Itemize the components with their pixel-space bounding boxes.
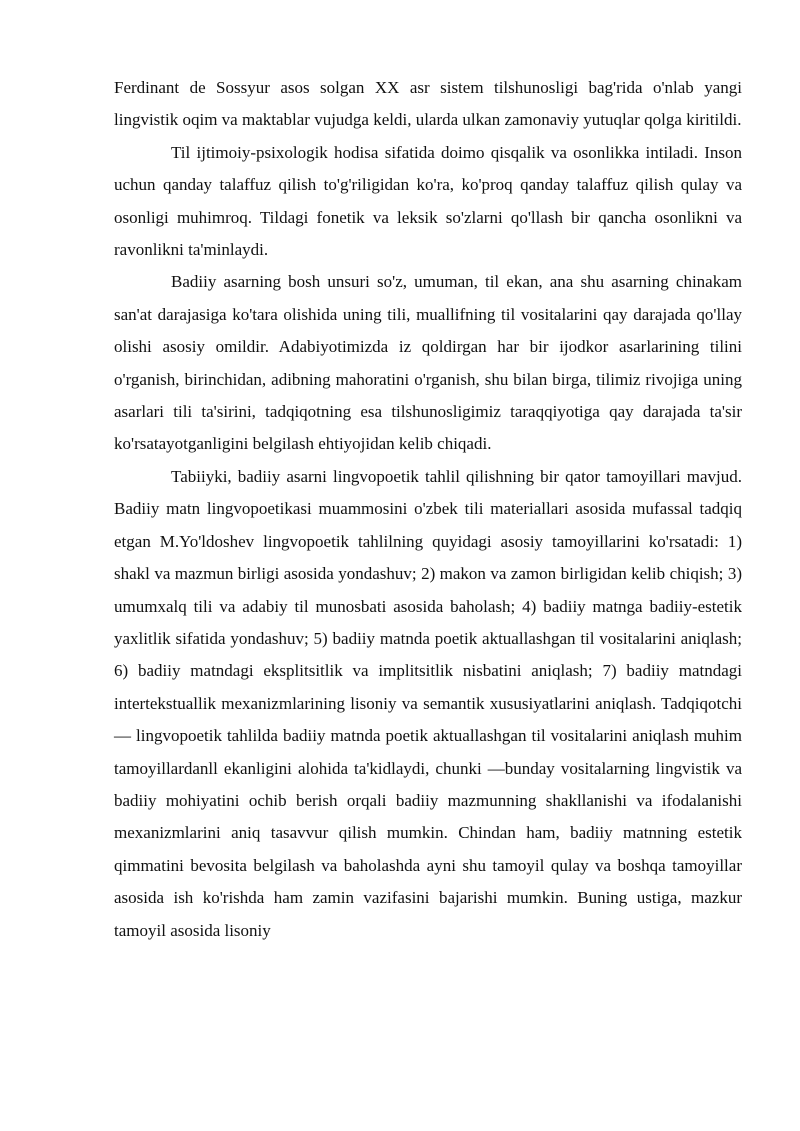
paragraph-sossyur: Ferdinant de Sossyur asos solgan XX asr sistem tilshunosligi bag'rida o'nlab yangi lingvistik oqim va maktablar vujudga keldi, ularda ulkan zamonaviy yutuqlar qolga kiritildi. <box>114 78 742 130</box>
paragraph-badiiy-asar: Badiiy asarning bosh unsuri so'z, umuman, til ekan, ana shu asarning chinakam san'at darajasiga ko'tara olishida uning tili, muallifning til vositalarini qay darajada qo'llay olishi asosiy omildir. Adabiyotimizda iz qoldirgan har bir ijodkor asarlarining tilini o'rganish, birinchidan, adibning mahoratini o'rganish, shu bilan birga, tilimiz rivojiga uning asarlari tili ta'sirini, tadqiqotning esa tilshunosligimiz taraqqiyotiga qay darajada ta'sir ko'rsatayotganligini belgilash ehtiyojidan kelib chiqadi. <box>114 272 742 454</box>
paragraph-lingvopoetik-tamoyillar: Tabiiyki, badiiy asarni lingvopoetik tahlil qilishning bir qator tamoyillari mavjud. Badiiy matn lingvopoetikasi muammosini o'zbek tili materiallari asosida mufassal tadqiq etgan M.Yo'ldoshev lingvopoetik tahlilning quyidagi asosiy tamoyillarini ko'rsatadi: 1) shakl va mazmun birligi asosida yondashuv; 2) makon va zamon birligidan kelib chiqish; 3) umumxalq tili va adabiy til munosbati asosida baholash; 4) badiiy matnga badiiy-estetik yaxlitlik sifatida yondashuv; 5) badiiy matnda poetik aktuallashgan til vositalarini aniqlash; 6) badiiy matndagi eksplitsitlik va implitsitlik nisbatini aniqlash; 7) badiiy matndagi intertekstuallik mexanizmlarining lisoniy va semantik xususiyatlarini aniqlash. Tadqiqotchi — lingvopoetik tahlilda badiiy matnda poetik aktuallashgan til vositalarini aniqlash muhim tamoyillardanll ekanligini alohida ta'kidlaydi, chunki —bunday vositalarning lingvistik va badiiy mohiyatini ochib berish orqali badiiy mazmunning shakllanishi va ifodalanishi mexanizmlarini aniq tasavvur qilish mumkin. Chindan ham, badiiy matnning estetik qimmatini bevosita belgilash va baholashda ayni shu tamoyil qulay va boshqa tamoyillar asosida ish ko'rishda ham zamin vazifasini bajarishi mumkin. Buning ustiga, mazkur tamoyil asosida lisoniy <box>114 466 742 940</box>
paragraph-til-ijtimoiy: Til ijtimoiy-psixologik hodisa sifatida doimo qisqalik va osonlikka intiladi. Inson uchun qanday talaffuz qilish to'g'riligidan ko'ra, ko'proq qanday talaffuz qilish qulay va osonligi muhimroq. Tildagi fonetik va leksik so'zlarni qo'llash bir qancha osonlikni va ravonlikni ta'minlaydi. <box>114 142 742 260</box>
document-page <box>114 72 742 947</box>
